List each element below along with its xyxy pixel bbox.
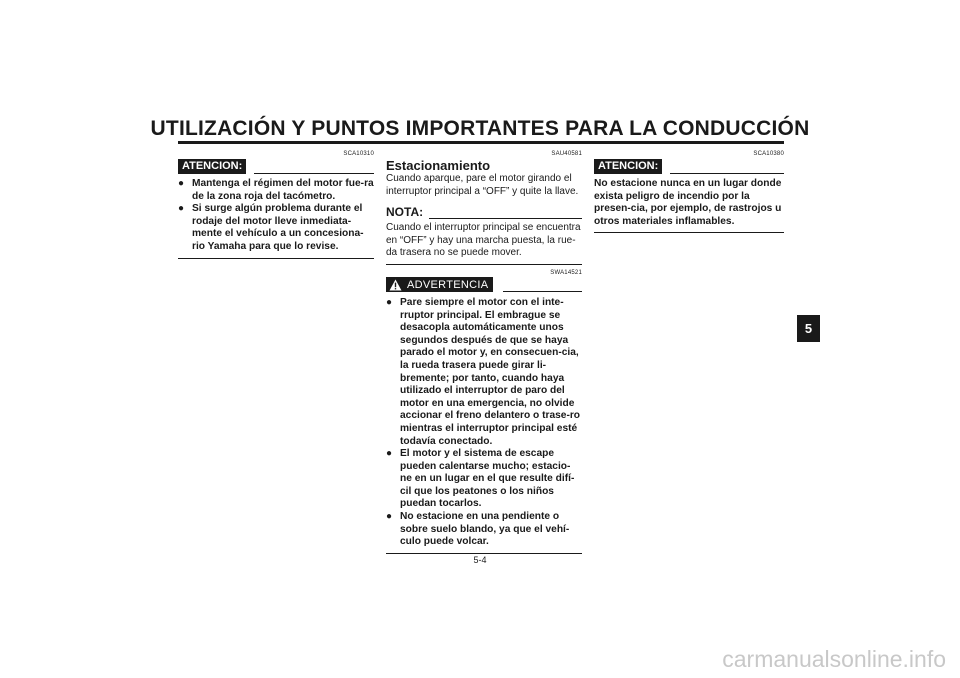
column-middle xyxy=(386,150,582,554)
label-rule xyxy=(429,218,582,219)
list-item xyxy=(178,178,374,203)
atencion-label: ATENCION: xyxy=(594,159,662,174)
advertencia-label xyxy=(386,277,493,292)
warning-code: SWA14521 xyxy=(550,269,582,276)
list-item-text: El motor y el sistema de escape pueden calentarse mucho; estacio-ne en un lugar en el que resulte difí-cil que los peatones o los niños puedan tocarlos. xyxy=(400,448,575,510)
column-right xyxy=(594,150,784,233)
section-code: SCA10380 xyxy=(753,151,784,157)
warning-list xyxy=(386,297,582,549)
list-item xyxy=(178,203,374,253)
atencion-list xyxy=(178,178,374,254)
column-left xyxy=(178,150,374,259)
atencion-label-row xyxy=(594,158,784,174)
label-rule xyxy=(670,173,784,174)
label-rule xyxy=(254,173,374,174)
atencion-text: No estacione nunca en un lugar donde exista peligro de incendio por la presen-cia, por ejemplo, de rastrojos u otros materiales inflamables. xyxy=(594,178,782,227)
nota-label: NOTA: xyxy=(386,205,424,220)
bullet-icon: ● xyxy=(178,203,185,215)
list-item-text: No estacione en una pendiente o sobre suelo blando, ya que el vehí-culo puede volcar. xyxy=(400,511,570,548)
section-code: SCA10310 xyxy=(343,151,374,157)
nota-text: Cuando el interruptor principal se encuentra en “OFF” y hay una marcha puesta, la rue-da trasera no se puede mover. xyxy=(386,222,581,259)
bullet-icon: ● xyxy=(386,511,393,523)
section-end-rule xyxy=(594,232,784,233)
list-item-text: Si surge algún problema durante el rodaje del motor lleve inmediata-mente el vehículo a un concesiona-rio Yamaha para que lo revise. xyxy=(192,203,364,252)
bullet-icon: ● xyxy=(386,448,393,460)
list-item xyxy=(386,297,582,448)
advertencia-label-row xyxy=(386,277,582,293)
atencion-label-row xyxy=(178,158,374,174)
section-end-rule xyxy=(386,264,582,265)
label-rule xyxy=(503,291,582,292)
bullet-icon: ● xyxy=(386,296,393,308)
section-body: Cuando aparque, pare el motor girando el interruptor principal a “OFF” y quite la llave. xyxy=(386,173,579,197)
atencion-label: ATENCION: xyxy=(178,159,246,174)
chapter-tab: 5 xyxy=(797,315,820,342)
section-end-rule xyxy=(386,553,582,554)
advertencia-label-text: ADVERTENCIA xyxy=(407,278,489,291)
list-item xyxy=(386,511,582,549)
section-code: SAU40581 xyxy=(551,151,582,157)
page-number: 5-4 xyxy=(473,555,487,565)
list-item xyxy=(386,448,582,511)
list-item-text: Mantenga el régimen del motor fue-ra de la zona roja del tacómetro. xyxy=(192,178,374,202)
list-item-text: Pare siempre el motor con el inte-rruptor principal. El embrague se desacopla automáticamente unos segundos después de que se haya parado el motor y, en consecuen-cia, la rueda trasera puede girar li-bremente; por tanto, cuando haya utilizado el interruptor de paro del motor en una emergencia, no olvide accionar el freno delantero o trase-ro mientras el interruptor principal esté todavía conectado. xyxy=(400,296,581,447)
header-rule xyxy=(178,141,784,144)
section-heading: Estacionamiento xyxy=(386,158,491,173)
watermark: carmanualsonline.info xyxy=(722,646,946,672)
nota-label-row xyxy=(386,204,582,220)
bullet-icon: ● xyxy=(178,178,185,189)
page-title: UTILIZACIÓN Y PUNTOS IMPORTANTES PARA LA CONDUCCIÓN xyxy=(150,117,810,140)
warning-triangle-icon xyxy=(389,279,402,291)
section-end-rule xyxy=(178,258,374,259)
